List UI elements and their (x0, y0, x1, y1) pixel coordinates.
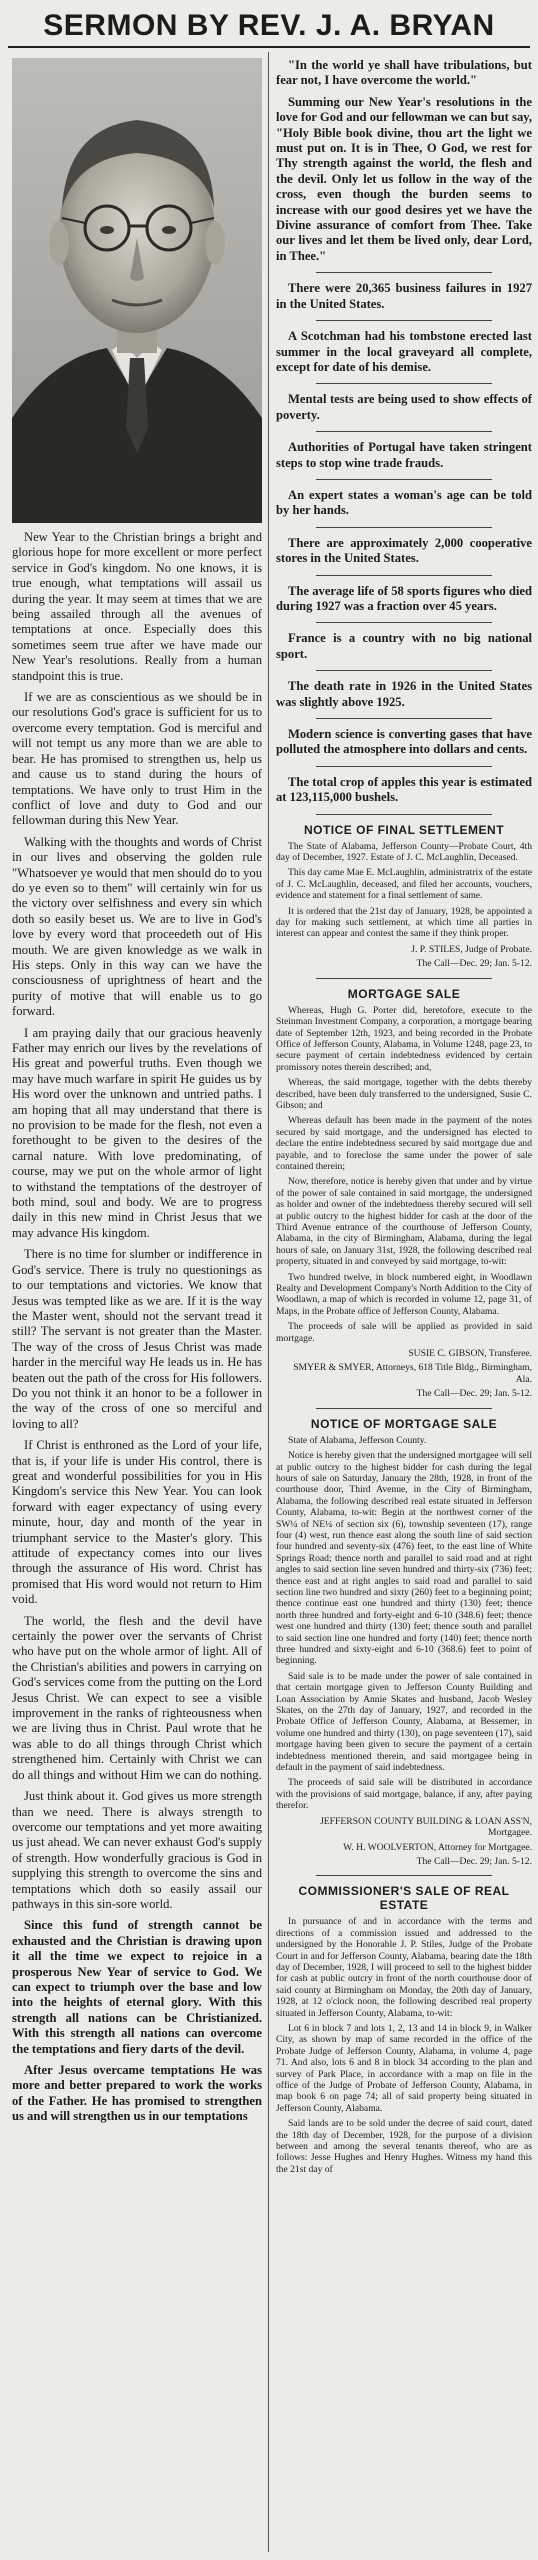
brief-item: The death rate in 1926 in the United States was slightly above 1925. (276, 679, 532, 709)
separator (316, 320, 492, 321)
sermon-paragraph: If we are as conscientious as we should be in our resolutions God's grace is sufficient for us to overcome every temptation. God is merciful and will not tempt us any more than we are able to bear. He has promised to strengthen us, help us and cause us to stand during the hours of temptations. We have only to trust Him in the conflict of love and duty to God and our fellowman during this New Year. (12, 690, 262, 828)
sermon-paragraph: Walking with the thoughts and words of Christ in our lives and observing the golden rule "Whatsoever ye would that men should do to you do ye even so to them" will certainly win for us the victory over selfishness and every sin which doth so easily beset us. We are to live in God's love by every word that proceedeth out of His mouth. We are given knowledge as we walk in His steps. Only in this way can we have the consciousness of uprightness of heart and the purity of motive that will enable us to go forward. (12, 834, 262, 1019)
notice-paragraph: Whereas, the said mortgage, together with the debts thereby described, have been duly transferred to the undersigned, Susie C. Gibson; and (276, 1077, 532, 1111)
separator (316, 670, 492, 671)
sermon-paragraph: Since this fund of strength cannot be exhausted and the Christian is drawing upon it all the time we expect to rejoice in a prosperous New Year of service to God. We can expect to triumph over the base and low into the heights of eternal glory. With this strength all nations can be Christianized. With this strength all nations can overcome the temptations and fiery darts of the devil. (12, 1918, 262, 2056)
notice-paragraph: This day came Mae E. McLaughlin, administratrix of the estate of J. C. McLaughlin, deceased, and filed her accounts, vouchers, evidence and statement for a final settlement of same. (276, 867, 532, 902)
notice-paragraph: The State of Alabama, Jefferson County—Probate Court, 4th day of December, 1927. Estate of J. C. McLaughlin, Deceased. (276, 840, 532, 864)
separator (316, 1875, 492, 1876)
mortgage-sale (276, 987, 532, 1400)
notice-dates: The Call—Dec. 29; Jan. 5-12. (416, 1855, 532, 1867)
sermon-paragraph: Just think about it. God gives us more strength than we need. There is always strength to overcome our temptations and yet more awaiting us just ahead. We can never exhaust God's supply of strength. How wonderfully gracious is God in supplying this strength to overcome the sins and temptations which doth so easily assail our pathways in this sin-sore world. (12, 1789, 262, 1911)
notice-title: MORTGAGE SALE (347, 986, 461, 1001)
right-column (276, 58, 532, 2558)
notice-signature: JEFFERSON COUNTY BUILDING & LOAN ASS'N, Mortgagee. (320, 1815, 532, 1839)
separator (316, 622, 492, 623)
notice-paragraph: Two hundred twelve, in block numbered eight, in Woodlawn Realty and Development Company's North Addition to the City of Woodlawn, a map of which is recorded in volume 12, page 31, of Maps, in the Probate office of Jefferson County, Alabama. (276, 1271, 532, 1317)
separator (316, 431, 492, 432)
sermon-left-column (12, 530, 262, 2558)
brief-item: There are approximately 2,000 cooperative stores in the United States. (276, 535, 532, 566)
separator (316, 1408, 492, 1409)
notice-dates: The Call—Dec. 29; Jan. 5-12. (416, 1388, 532, 1400)
separator (316, 718, 492, 719)
separator (316, 527, 492, 528)
sermon-paragraph: There is no time for slumber or indifference in God's service. There is truly no questionings as to our temptations and victories. We know that Jesus was tempted like as we are. If it is the way the Master went, should not the servant tread it still? The servant is not greater than the Master. The way of the cross of Jesus Christ was made harder in the merciful way He leads us in. He has beaten out the path of the cross for His followers. Do you not think it an honor to be a follower in the way of the cross of one so merciful and loving to all? (12, 1247, 262, 1431)
sermon-paragraph: After Jesus overcame temptations He was more and better prepared to work the works of the Father. He has promised to strengthen us and will strengthen us in our temptations (12, 2063, 262, 2124)
notice-final-settlement (276, 823, 532, 970)
brief-item: There were 20,365 business failures in 1927 in the United States. (276, 281, 532, 311)
notice-signature: SUSIE C. GIBSON, Transferee. (408, 1348, 532, 1360)
notice-paragraph: It is ordered that the 21st day of January, 1928, be appointed a day for making such settlement, at which time all parties in interest can appear and contest the same if they think proper. (276, 905, 532, 940)
notice-signature: J. P. STILES, Judge of Probate. (411, 943, 532, 955)
portrait-figure (12, 58, 262, 523)
notice-paragraph: State of Alabama, Jefferson County. (288, 1434, 427, 1446)
notice-paragraph: Lot 6 in block 7 and lots 1, 2, 13 and 14 in block 9, in Walker City, as shown by map of same recorded in the office of the Probate Judge of Jefferson County, Alabama, in volume 4, page 71. And also, lots 6 and 8 in block 34 according to the plan and survey of Park Place, in accordance with a map on file in the office of the Judge of Probate of Jefferson County, Alabama, in map book 6 on page 74; all of said property being situated in Jefferson County, Alabama. (276, 2022, 532, 2114)
brief-item: Mental tests are being used to show effects of poverty. (276, 392, 532, 422)
separator (316, 383, 492, 384)
brief-item: The average life of 58 sports figures who died during 1927 was a fraction over 45 years. (276, 583, 532, 613)
sermon-continuation: "In the world ye shall have tribulations, but fear not, I have overcome the world." (276, 58, 532, 88)
brief-item: A Scotchman had his tombstone erected last summer in the local graveyard all complete, except for date of his demise. (276, 329, 532, 374)
sermon-paragraph: New Year to the Christian brings a bright and glorious hope for more excellent or more perfect service in God's kingdom. No one knows, it is true enough, what temptations will assail us during the year. It may seem at times that we are being assailed through all the avenues of temptations at once. Especially does this sometimes seem true after we have made our New Year's resolutions. Really from a human standpoint this is true. (12, 530, 262, 683)
brief-item: Authorities of Portugal have taken stringent steps to stop wine trade frauds. (276, 440, 532, 470)
sermon-paragraph: If Christ is enthroned as the Lord of your life, that is, if your life is under His control, there is great and wonderful possibilities for you in His Kingdom's service this New Year. You can look forward with eager expectancy of using every minute, hour, day and month of the year in triumphant service to the Master's glory. This attitude of expectancy comes into our lives through the assurance of His word. Christ has promised that His word would not return to Him void. (12, 1438, 262, 1607)
notice-title: NOTICE OF MORTGAGE SALE (310, 1416, 498, 1431)
notice-paragraph: Whereas default has been made in the payment of the notes secured by said mortgage, and the undersigned has elected to declare the entire indebtedness secured by said mortgage due and payable, and to foreclose the same under the power of sale contained therein; (276, 1115, 532, 1172)
commissioners-sale (276, 1884, 532, 2175)
sermon-paragraph: I am praying daily that our gracious heavenly Father may enrich our lives by the revelations of His great and powerful truths. Even though we may have much warfare in spirit He guides us by His word over the unknown and untried paths. I am hoping that all may understand that there is no provision to be made for the flesh, not even a forethought to be given to the desires of the carnal nature. With love predominating, of course, may we put on the whole armor of light to withstand the temptations of the destroyer of both mind, soul and body. We are to progress daily in this new mind in Christ Jesus that we may advance His kingdom. (12, 1025, 262, 1240)
notice-dates: The Call—Dec. 29; Jan. 5-12. (416, 958, 532, 970)
notice-paragraph: The proceeds of said sale will be distributed in accordance with the provisions of said mortgage, balance, if any, after paying therefor. (276, 1777, 532, 1812)
separator (316, 766, 492, 767)
headline: SERMON BY REV. J. A. BRYAN (8, 4, 530, 48)
sermon-paragraph: The world, the flesh and the devil have certainly the power over the servants of Christ who have put on the whole armor of light. All of the Christian's abilities and powers in carrying on God's services come from the putting on the Lord Jesus Christ. We can expect to see a visible improvement in the ranks of righteousness when we are living thus in Christ. Paul wrote that he was able to do all things through Christ which strengthened him. Certainly with Christ we can do all things and without Him we can do nothing. (12, 1613, 262, 1782)
brief-item: The total crop of apples this year is estimated at 123,115,000 bushels. (276, 774, 532, 805)
notice-paragraph: The proceeds of sale will be applied as provided in said mortgage. (276, 1321, 532, 1344)
brief-item: Modern science is converting gases that have polluted the atmosphere into dollars and cents. (276, 727, 532, 757)
separator (316, 814, 492, 815)
column-divider (268, 52, 269, 2552)
separator (316, 479, 492, 480)
notice-of-mortgage-sale (276, 1417, 532, 1868)
sermon-continuation: Summing our New Year's resolutions in the love for God and our fellowman we can but say, "Holy Bible book divine, thou art the light we must put on. It is in Thee, O God, we rest for Thy strength against the world, the flesh and the devil. Only let us follow in the way of the cross, even though the burden seems to increase with our good desires yet we have the Divine assurance of comfort from Thee. Take our lives and let them be lived only, dear Lord, in Thee." (276, 94, 532, 263)
separator (316, 978, 492, 979)
notice-paragraph: Said lands are to be sold under the decree of said court, dated the 18th day of December, 1928, for the purpose of a division between and among the several tenants thereof, who are as follows: Jesse Hughes and Henry Hughes. Witness my hand this the 21st day of (276, 2118, 532, 2175)
notice-paragraph: Now, therefore, notice is hereby given that under and by virtue of the power of sale contained in said mortgage, the undersigned as holder and owner of the indebtedness thereby secured will sell at public outcry to the highest bidder for cash at the door of the Third Avenue entrance of the courthouse of Jefferson County, Alabama, in the city of Birmingham, Alabama, during the legal hours of sale, on January 31st, 1928, the following described real property, situated in and conveyed by said mortgage, to-wit: (276, 1176, 532, 1268)
notice-paragraph: Notice is hereby given that the undersigned mortgagee will sell at public outcry to the highest bidder for cash during the legal hours of sale on Saturday, January the 28th, 1928, in front of the courthouse door, Third Avenue, in the City of Birmingham, Alabama, the following described real estate situated in Jefferson County, Alabama, to-wit: Begin at the northwest corner of the SW¼ of NE¼ of section six (6), township seventeen (17), range four (4) west, run thence east along the south line of said section four hundred and seventy-six (476) feet, to the east line of White Springs Road; thence north and parallel to said road and at right angles to said section line seven hundred and thirty-six (736) feet; thence east and at right angles to said road and parallel to said section line two hundred and sixty (260) feet to a beginning point; thence continue east one hundred and thirty (130) feet; thence north three hundred and forty-eight and 6-10 (348.6) feet; thence west one hundred and thirty (130) feet; thence south and parallel to said section line one hundred and forty (140) feet; thence north three hundred and sixty-eight and 6-10 (368.6) feet to point of beginning. (276, 1450, 532, 1667)
portrait-photo (12, 58, 262, 523)
separator (316, 575, 492, 576)
notice-paragraph: Said sale is to be made under the power of sale contained in that certain mortgage given to Jefferson County Building and Loan Association by Annie Skates and husband, Jacob Wesley Skates, on the 27th day of January, 1927, and recorded in the Probate Office of Jefferson County, Alabama, at Bessemer, in volume one hundred and thirty (130), on page seventeen (17), said mortgage having been given to secure the payment of a certain indebtedness mentioned therein, and said mortgagee being in default in the payment of said indebtedness. (276, 1670, 532, 1774)
notice-title: COMMISSIONER'S SALE OF REAL ESTATE (298, 1884, 510, 1913)
notice-paragraph: Whereas, Hugh G. Porter did, heretofore, execute to the Steinman Investment Company, a corporation, a mortgage bearing date of September 12th, 1923, and being recorded in the Probate Office of Jefferson County, Alabama, in Volume 1248, page 23, to secure payment of certain indebtedness evidenced by certain promissory notes therein described; and, (276, 1004, 532, 1073)
notice-attorney: W. H. WOOLVERTON, Attorney for Mortgagee. (343, 1841, 532, 1853)
notice-attorney: SMYER & SMYER, Attorneys, 618 Title Bldg., Birmingham, Ala. (293, 1362, 532, 1385)
separator (316, 272, 492, 273)
brief-item: An expert states a woman's age can be told by her hands. (276, 487, 532, 518)
notice-title: NOTICE OF FINAL SETTLEMENT (303, 822, 505, 837)
notice-paragraph: In pursuance of and in accordance with the terms and directions of a commission issued and addressed to the undersigned by the Honorable J. P. Stiles, Judge of the Probate Court in and for Jefferson County, Alabama, bearing date the 18th day of December, 1928, I will proceed to sell to the highest bidder for cash at public outcry in front of the north courthouse door of said county at Birmingham on Monday, the 20th day of January, 1928, at 12 o'clock noon, the following described real property situated in Jefferson County, Alabama, to-wit: (276, 1916, 532, 2019)
brief-item: France is a country with no big national sport. (276, 631, 532, 661)
